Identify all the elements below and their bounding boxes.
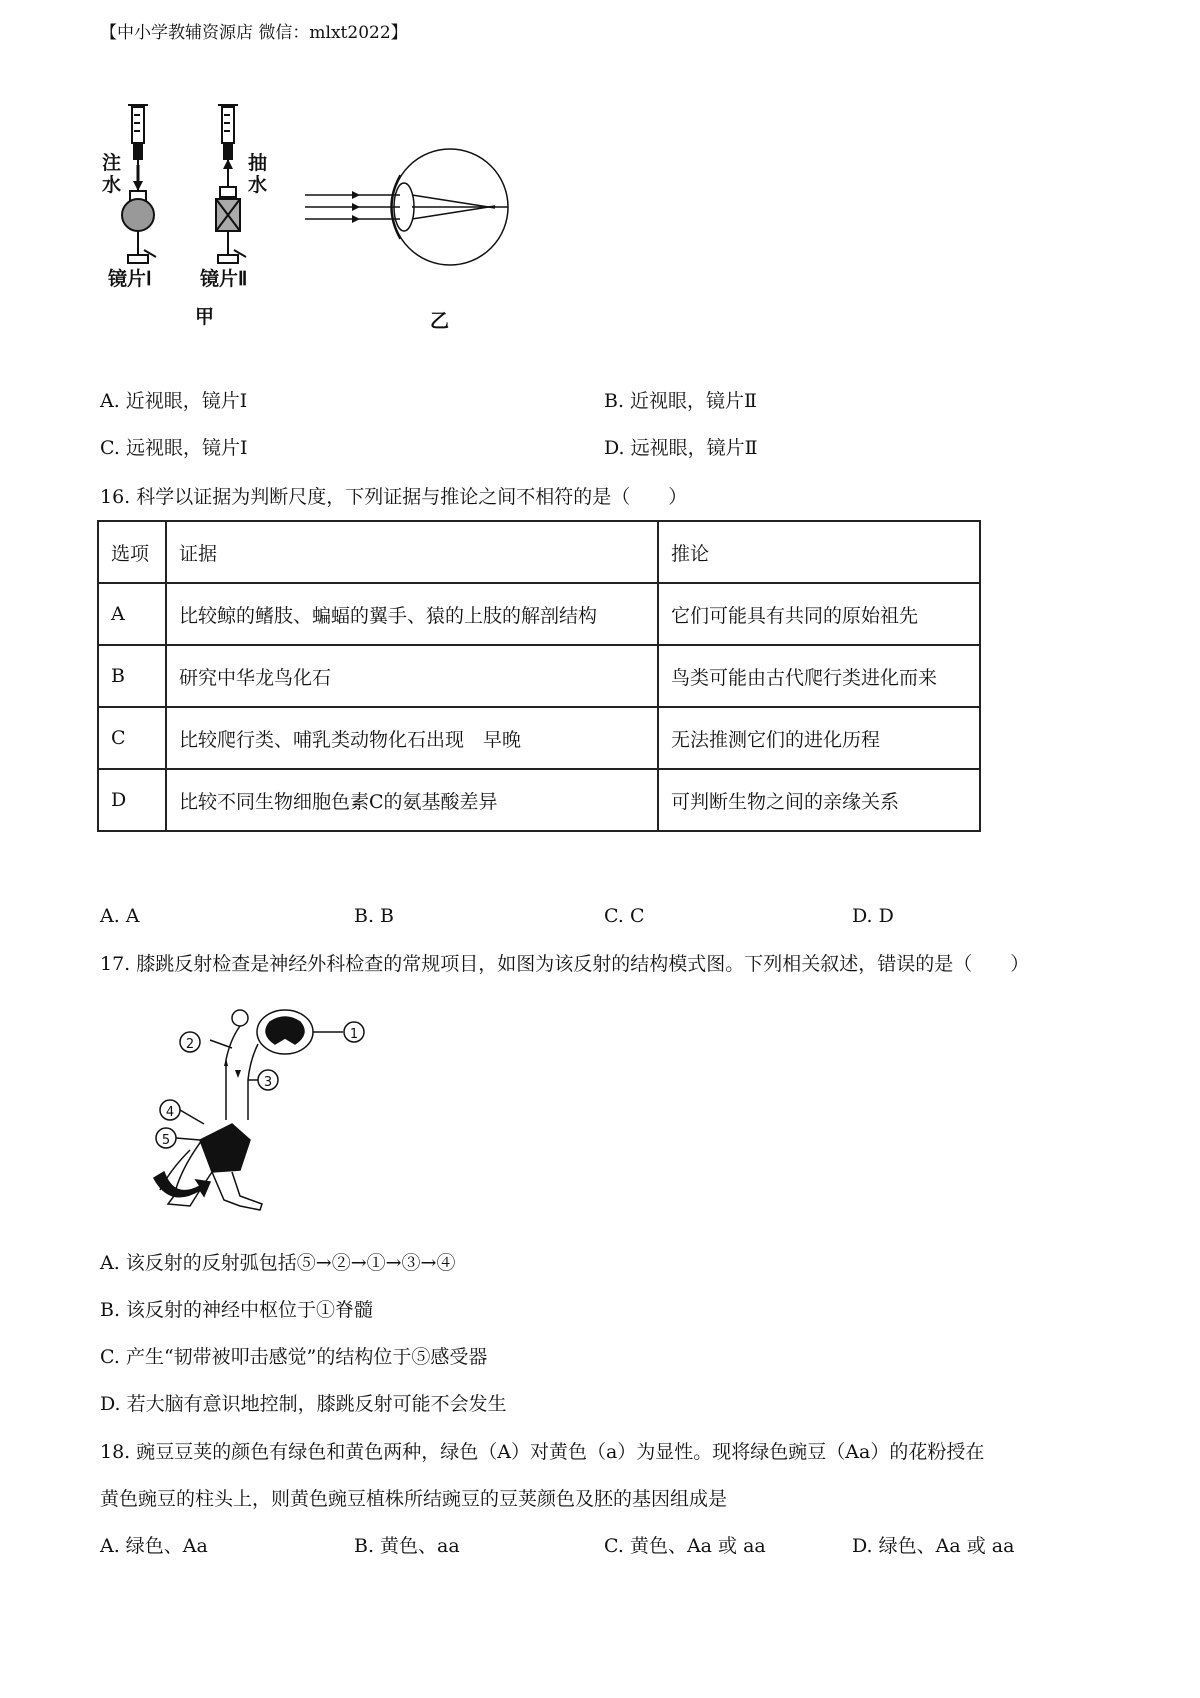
q15-option-a[interactable]: A. 近视眼，镜片Ⅰ [100,390,248,412]
extract-label-1: 抽 [248,153,268,174]
lens1-label: 镜片Ⅰ [108,269,152,290]
table-header-row [98,521,980,583]
table-cell: B [98,645,166,707]
table-row [98,645,980,707]
page-header: 【中小学教辅资源店 微信：mlxt2022】 [100,23,408,43]
table-cell: D [98,769,166,831]
table-cell: 比较爬行类、哺乳类动物化石出现 早晚 [166,707,658,769]
table-row [98,707,980,769]
table-row [98,583,980,645]
table-header-cell: 推论 [658,521,980,583]
q18-option-c[interactable]: C. 黄色、Aa 或 aa [604,1535,766,1557]
table-cell: C [98,707,166,769]
table-cell: 比较不同生物细胞色素C的氨基酸差异 [166,769,658,831]
q15-option-d[interactable]: D. 远视眼，镜片Ⅱ [604,437,758,459]
q16-table [97,520,981,832]
q18-option-b[interactable]: B. 黄色、aa [354,1535,460,1557]
table-header-cell: 证据 [166,521,658,583]
q18-option-a[interactable]: A. 绿色、Aa [100,1535,208,1557]
q15-option-b[interactable]: B. 近视眼，镜片Ⅱ [604,390,757,412]
figure-label-5: 5 [161,1133,171,1148]
q18-stem-line2: 黄色豌豆的柱头上，则黄色豌豆植株所结豌豆的豆荚颜色及胚的基因组成是 [100,1488,728,1510]
figure-yi-label: 乙 [430,311,450,332]
q16-stem: 16. 科学以证据为判断尺度，下列证据与推论之间不相符的是（ ） [100,486,688,508]
table-cell: 比较鲸的鳍肢、蝙蝠的翼手、猿的上肢的解剖结构 [166,583,658,645]
figure-label-4: 4 [165,1105,175,1120]
table-cell: A [98,583,166,645]
table-cell: 无法推测它们的进化历程 [658,707,980,769]
q16-option-a[interactable]: A. A [100,905,140,927]
figure-label-2: 2 [185,1037,195,1052]
q16-option-b[interactable]: B. B [354,905,395,927]
table-cell: 可判断生物之间的亲缘关系 [658,769,980,831]
table-cell: 鸟类可能由古代爬行类进化而来 [658,645,980,707]
table-row [98,769,980,831]
q17-option-c[interactable]: C. 产生“韧带被叩击感觉”的结构位于⑤感受器 [100,1346,488,1368]
inject-label-2: 水 [102,175,122,196]
q16-option-c[interactable]: C. C [604,905,645,927]
lens2-label: 镜片Ⅱ [200,269,248,290]
q17-option-a[interactable]: A. 该反射的反射弧包括⑤→②→①→③→④ [100,1252,456,1274]
knee-reflex-figure [140,1000,380,1220]
q16-option-d[interactable]: D. D [852,905,894,927]
figure-label-1: 1 [349,1027,359,1042]
eye-diagram [305,149,508,265]
table-cell: 它们可能具有共同的原始祖先 [658,583,980,645]
q17-option-d[interactable]: D. 若大脑有意识地控制，膝跳反射可能不会发生 [100,1393,507,1415]
q15-option-c[interactable]: C. 远视眼，镜片Ⅰ [100,437,248,459]
lens-eye-figure [100,95,560,355]
table-header-cell: 选项 [98,521,166,583]
q18-option-d[interactable]: D. 绿色、Aa 或 aa [852,1535,1015,1557]
table-cell: 研究中华龙鸟化石 [166,645,658,707]
extract-label-2: 水 [248,175,268,196]
q18-stem-line1: 18. 豌豆豆荚的颜色有绿色和黄色两种，绿色（A）对黄色（a）为显性。现将绿色豌豆（Aa）的花粉授在 [100,1441,985,1463]
syringe-lens1 [122,105,156,263]
q17-option-b[interactable]: B. 该反射的神经中枢位于①脊髓 [100,1299,374,1321]
figure-label-3: 3 [263,1075,273,1090]
figure-jia-label: 甲 [195,307,215,328]
q17-stem: 17. 膝跳反射检查是神经外科检查的常规项目，如图为该反射的结构模式图。下列相关叙述，错误的是（ ） [100,953,1030,975]
inject-label-1: 注 [102,153,122,174]
syringe-lens2 [216,105,246,263]
